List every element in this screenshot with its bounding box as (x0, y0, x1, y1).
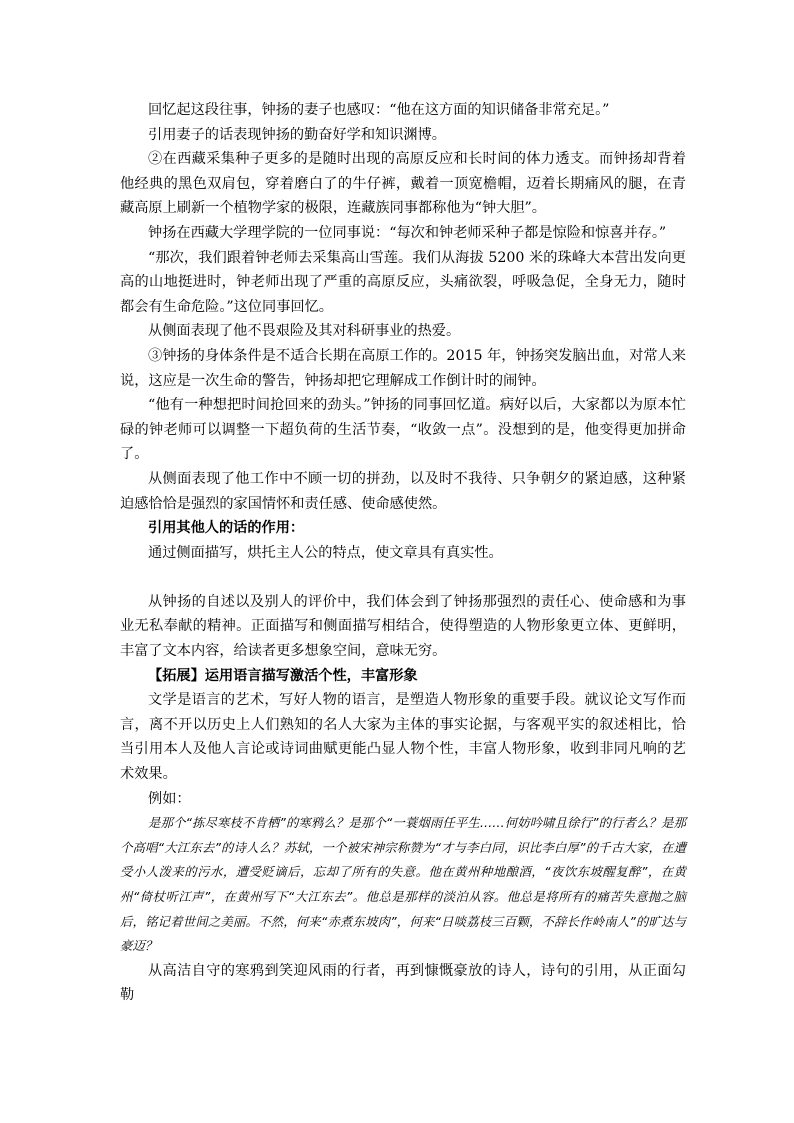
paragraph-health: ③钟扬的身体条件是不适合长期在高原工作的。2015 年，钟扬突发脑出血，对常人来说，这应是一次生命的警告，钟扬却把它理解成工作倒计时的闹钟。 (120, 347, 686, 389)
paragraph-analysis-3: 从侧面表现了他工作中不顾一切的拼劲，以及时不我待、只争朝夕的紧迫感，这种紧迫感恰恰是强烈的家国情怀和责任感、使命感使然。 (120, 470, 686, 512)
paragraph-quote-function: 通过侧面描写，烘托主人公的特点，使文章具有真实性。 (148, 544, 503, 561)
paragraph-analysis-2: 从侧面表现了他不畏艰险及其对科研事业的热爱。 (148, 323, 461, 340)
heading-extension: 【拓展】运用语言描写激活个性，丰富形象 (148, 667, 418, 684)
paragraph-colleague-quote: 钟扬在西藏大学理学院的一位同事说：“每次和钟老师采种子都是惊险和惊喜并存。” (148, 224, 667, 241)
paragraph-final-analysis: 从高洁自守的寒鸦到笑迎风雨的行者，再到慷慨豪放的诗人，诗句的引用，从正面勾勒 (120, 962, 686, 1004)
paragraph-language-art: 文学是语言的艺术，写好人物的语言，是塑造人物形象的重要手段。就议论文写作而言，离不开以历史上人们熟知的名人大家为主体的事实论据，与客观平实的叙述相比，恰当引用本人及他人言论或诗词曲赋更能凸显人物个性，丰富人物形象，收到非同凡响的艺术效果。 (120, 692, 686, 783)
paragraph-analysis-1: 引用妻子的话表现钟扬的勤奋好学和知识渊博。 (148, 126, 446, 143)
blank-line (120, 565, 686, 590)
paragraph-wife-quote: 回忆起这段往事，钟扬的妻子也感叹：“他在这方面的知识储备非常充足。” (148, 102, 610, 118)
paragraph-tibet-seeds: ②在西藏采集种子更多的是随时出现的高原反应和长时间的体力透支。而钟扬却背着他经典的黑色双肩包，穿着磨白了的牛仔裤，戴着一顶宽檐帽，迈着长期痛风的腿，在青藏高原上刷新一个植物学家的极限，连藏族同事都称他为“钟大胆”。 (120, 151, 686, 217)
document-body (120, 98, 686, 1008)
paragraph-time-quote: “他有一种想把时间抢回来的劲头。”钟扬的同事回忆道。病好以后，大家都以为原本忙碌的钟老师可以调整一下超负荷的生活节奏，“收敛一点”。没想到的是，他变得更加拼命了。 (120, 397, 686, 463)
paragraph-su-shi-example: 是那个“拣尽寒枝不肯栖”的寒鸦么？是那个“一蓑烟雨任平生……何妨吟啸且徐行”的行者么？是那个高唱“大江东去”的诗人么？苏轼，一个被宋神宗称赞为“才与李白同，识比李白厚”的千古大家，在遭受小人泼来的污水，遭受贬谪后，忘却了所有的失意。他在黄州种地酿酒，“夜饮东坡醒复醉”，在黄州“倚杖听江声”，在黄州写下“大江东去”。他总是那样的淡泊从容。他总是将所有的痛苦失意抛之脑后，铭记着世间之美丽。不然，何来“赤煮东坡肉”，何来“日啖荔枝三百颗，不辞长作岭南人”的旷达与豪迈？ (120, 815, 686, 954)
paragraph-example-label: 例如： (148, 790, 191, 807)
paragraph-snow-lotus: “那次，我们跟着钟老师去采集高山雪莲。我们从海拔 5200 米的珠峰大本营出发向更高的山地挺进时，钟老师出现了严重的高原反应，头痛欲裂，呼吸急促，全身无力，随时都会有生命危险。”这位同事回忆。 (120, 249, 686, 315)
paragraph-summary: 从钟扬的自述以及别人的评价中，我们体会到了钟扬那强烈的责任心、使命感和为事业无私奉献的精神。正面描写和侧面描写相结合，使得塑造的人物形象更立体、更鲜明，丰富了文本内容，给读者更多想象空间，意味无穷。 (120, 593, 686, 660)
heading-quote-function: 引用其他人的话的作用： (148, 520, 305, 537)
